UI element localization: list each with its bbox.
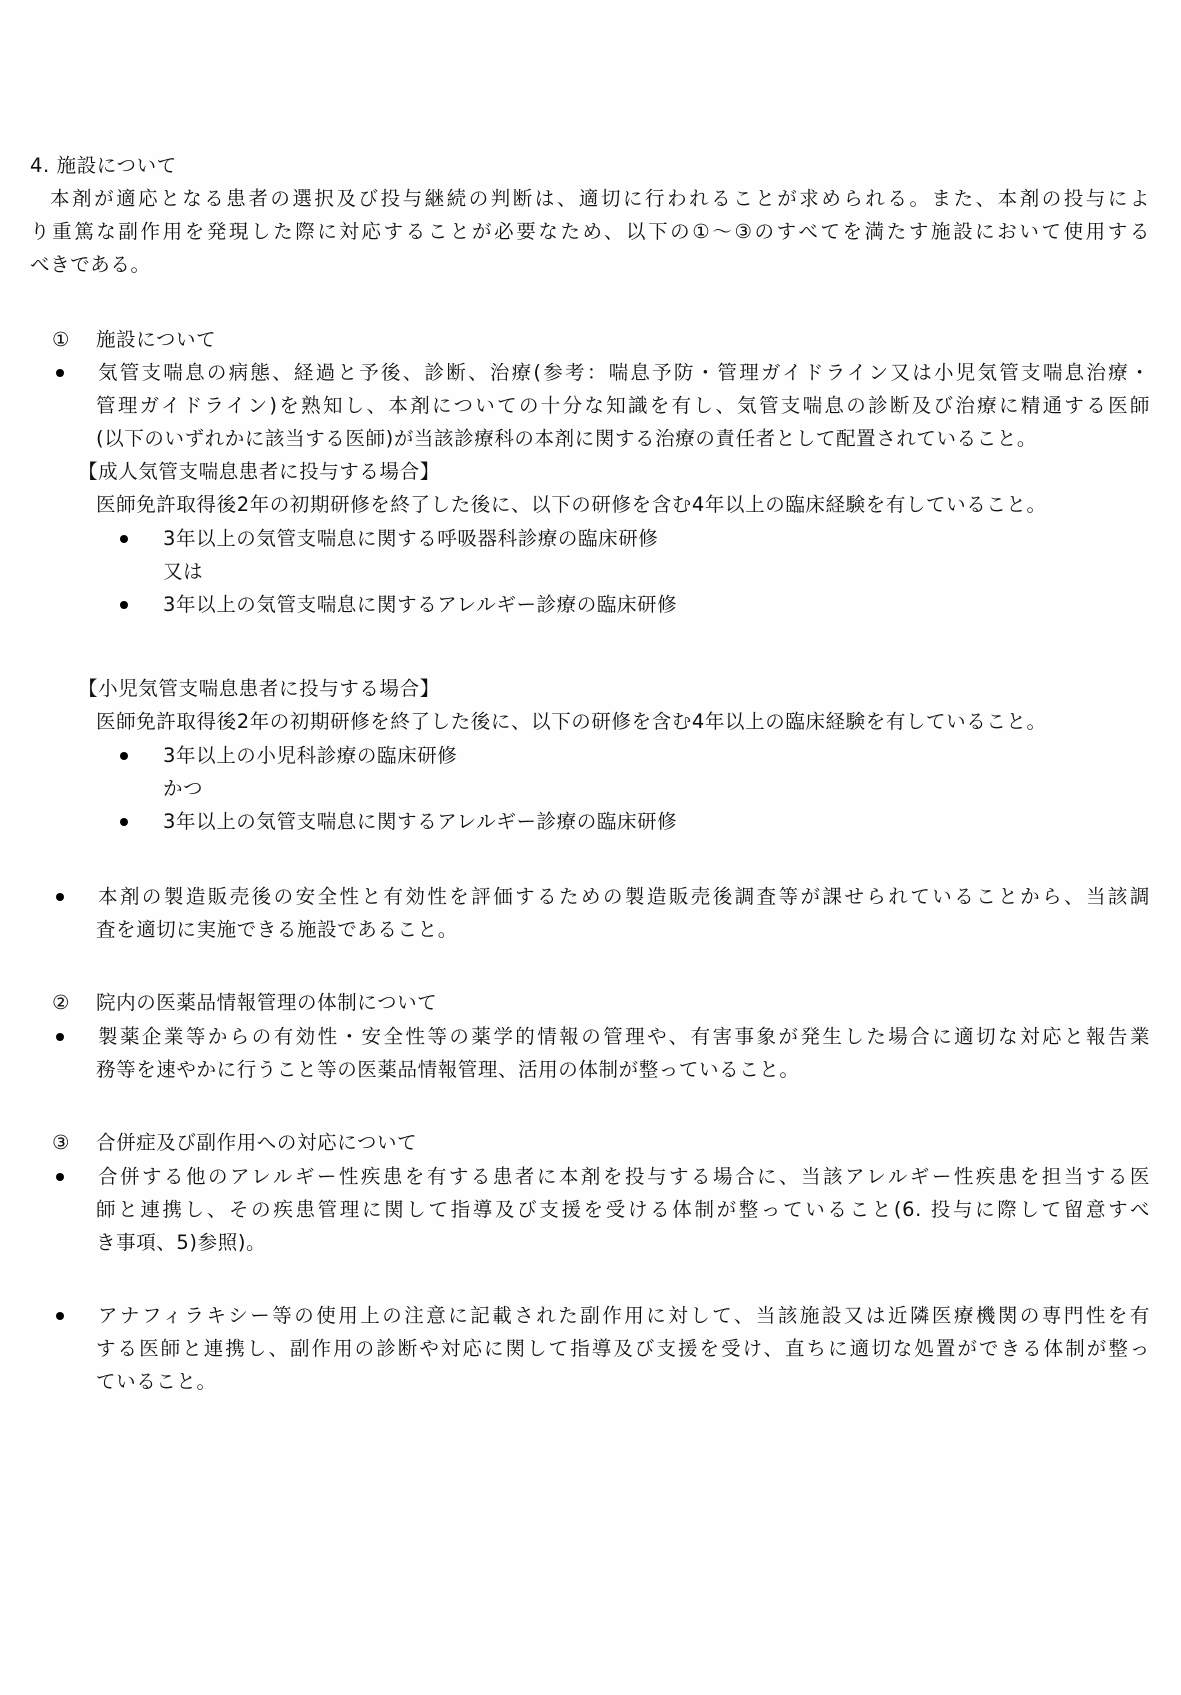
- bullet-icon: [56, 1173, 64, 1181]
- s1-b2-line-2: 査を適切に実施できる施設であること。: [96, 918, 458, 941]
- subsection-title-1: 施設について: [96, 328, 217, 351]
- adult-case-item-1: 3年以上の気管支喘息に関する呼吸器科診療の臨床研修: [163, 527, 659, 550]
- s1-b1-line-1: 気管支喘息の病態、経過と予後、診断、治療(参考：喘息予防・管理ガイドライン又は小児気管支喘息治療・: [98, 361, 1150, 384]
- bullet-icon: [120, 601, 128, 609]
- pediatric-case-requirement: 医師免許取得後2年の初期研修を終了した後に、以下の研修を含む4年以上の臨床経験を有していること。: [96, 710, 1047, 733]
- s3-b2-line-2: する医師と連携し、副作用の診断や対応に関して指導及び支援を受け、直ちに適切な処置ができる体制が整っ: [96, 1337, 1150, 1360]
- adult-case-connector: 又は: [163, 560, 204, 583]
- pediatric-case-item-2: 3年以上の気管支喘息に関するアレルギー診療の臨床研修: [163, 810, 678, 833]
- s1-b1-line-3: (以下のいずれかに該当する医師)が当該診療科の本剤に関する治療の責任者として配置されていること。: [96, 427, 1038, 450]
- intro-line-2: り重篤な副作用を発現した際に対応することが必要なため、以下の①～③のすべてを満たす施設において使用する: [30, 220, 1150, 243]
- s3-b1-line-3: き事項、5)参照)。: [96, 1231, 267, 1254]
- s3-b1-line-1: 合併する他のアレルギー性疾患を有する患者に本剤を投与する場合に、当該アレルギー性疾患を担当する医: [98, 1165, 1150, 1188]
- s2-b1-line-2: 務等を速やかに行うこと等の医薬品情報管理、活用の体制が整っていること。: [96, 1058, 800, 1081]
- bullet-icon: [56, 1312, 64, 1320]
- subsection-marker-1: ①: [52, 328, 70, 351]
- adult-case-item-2: 3年以上の気管支喘息に関するアレルギー診療の臨床研修: [163, 593, 678, 616]
- bullet-icon: [56, 369, 64, 377]
- adult-case-heading: 【成人気管支喘息患者に投与する場合】: [78, 460, 440, 483]
- bullet-icon: [120, 818, 128, 826]
- bullet-icon: [56, 893, 64, 901]
- s1-b2-line-1: 本剤の製造販売後の安全性と有効性を評価するための製造販売後調査等が課せられていることから、当該調: [98, 885, 1150, 908]
- subsection-title-3: 合併症及び副作用への対応について: [96, 1131, 418, 1154]
- intro-line-3: べきである。: [30, 253, 151, 276]
- subsection-title-2: 院内の医薬品情報管理の体制について: [96, 991, 438, 1014]
- s2-b1-line-1: 製薬企業等からの有効性・安全性等の薬学的情報の管理や、有害事象が発生した場合に適切な対応と報告業: [98, 1025, 1150, 1048]
- s3-b1-line-2: 師と連携し、その疾患管理に関して指導及び支援を受ける体制が整っていること(6. 投与に際して留意すべ: [96, 1198, 1150, 1221]
- intro-line-1: 本剤が適応となる患者の選択及び投与継続の判断は、適切に行われることが求められる。また、本剤の投与によ: [50, 187, 1150, 210]
- s1-b1-line-2: 管理ガイドライン)を熟知し、本剤についての十分な知識を有し、気管支喘息の診断及び治療に精通する医師: [96, 394, 1150, 417]
- bullet-icon: [120, 535, 128, 543]
- subsection-marker-3: ③: [52, 1131, 70, 1154]
- subsection-marker-2: ②: [52, 991, 70, 1014]
- bullet-icon: [120, 752, 128, 760]
- pediatric-case-heading: 【小児気管支喘息患者に投与する場合】: [78, 677, 440, 700]
- s3-b2-line-1: アナフィラキシー等の使用上の注意に記載された副作用に対して、当該施設又は近隣医療機関の専門性を有: [98, 1304, 1150, 1327]
- adult-case-requirement: 医師免許取得後2年の初期研修を終了した後に、以下の研修を含む4年以上の臨床経験を有していること。: [96, 493, 1047, 516]
- s3-b2-line-3: ていること。: [96, 1370, 217, 1393]
- pediatric-case-connector: かつ: [163, 777, 204, 800]
- section-heading: 4. 施設について: [30, 154, 177, 177]
- bullet-icon: [56, 1033, 64, 1041]
- pediatric-case-item-1: 3年以上の小児科診療の臨床研修: [163, 744, 458, 767]
